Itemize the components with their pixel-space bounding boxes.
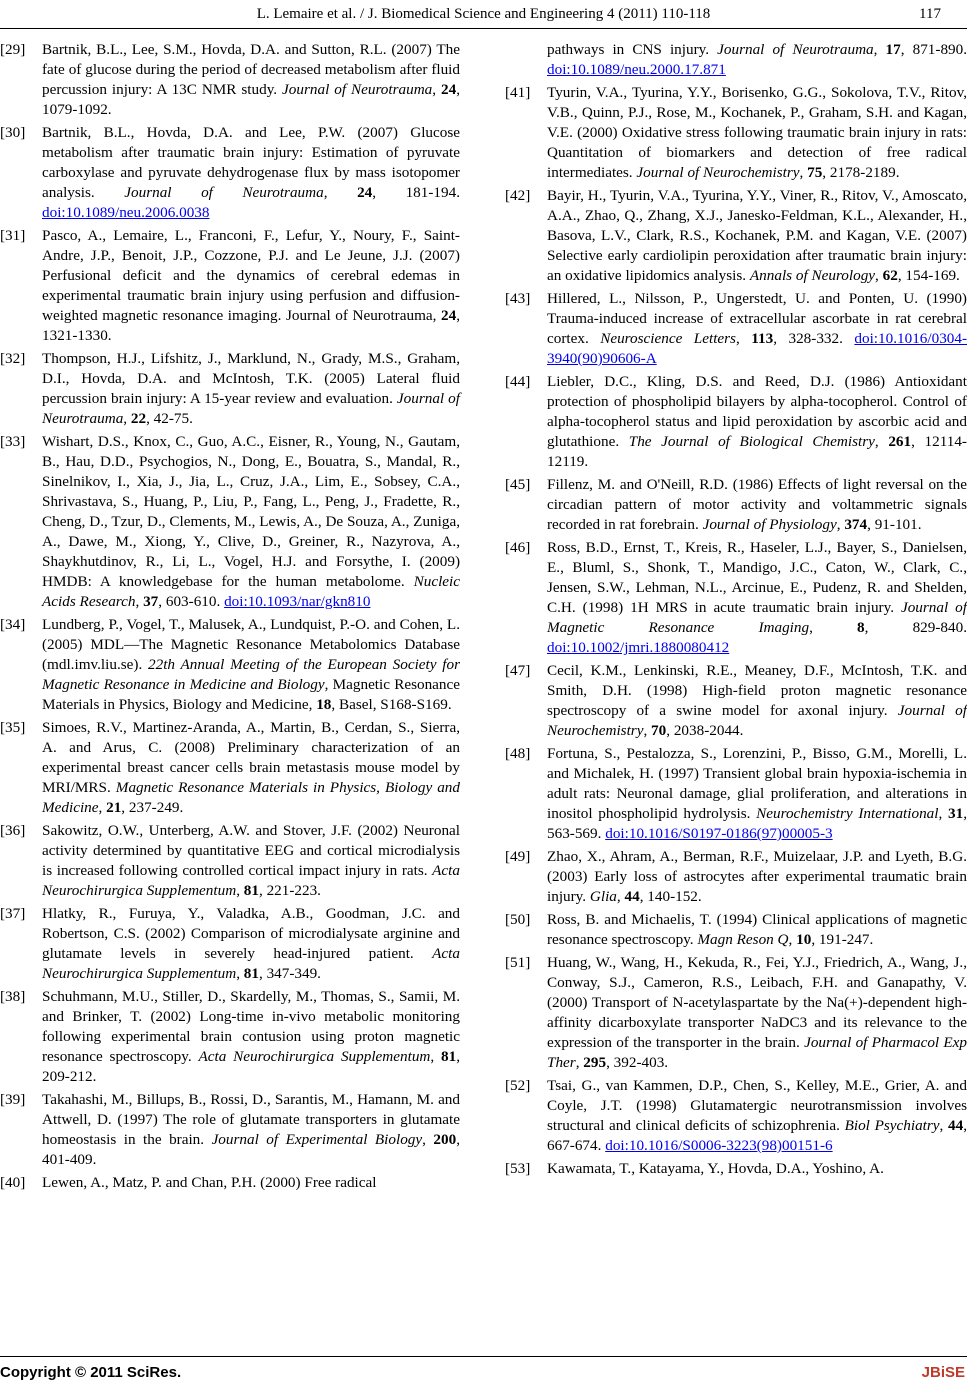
volume-number: 24 bbox=[441, 81, 457, 98]
journal-name: Journal of Neurochemistry bbox=[547, 702, 967, 739]
reference-entry bbox=[505, 289, 967, 369]
reference-entry bbox=[0, 40, 460, 120]
journal-name: Neuroscience Letters bbox=[600, 330, 736, 347]
reference-entry bbox=[505, 661, 967, 741]
page-range: , 328-332. bbox=[773, 330, 855, 347]
reference-separator: , bbox=[123, 410, 131, 427]
reference-number: [35] bbox=[0, 719, 26, 736]
reference-separator: , bbox=[422, 1131, 434, 1148]
reference-text bbox=[547, 539, 967, 656]
reference-number: [43] bbox=[505, 290, 531, 307]
reference-authors-title: Thompson, H.J., Lifshitz, J., Marklund, N., Grady, M.S., Graham, D.I., Hovda, D.A. and McIntosh, T.K. (2005) Lateral fluid percussion brain injury: A 15-year review and evaluation. bbox=[42, 350, 460, 407]
journal-name: Neurochemistry International bbox=[756, 805, 939, 822]
reference-text bbox=[42, 905, 460, 982]
reference-number: [46] bbox=[505, 539, 531, 556]
reference-entry bbox=[0, 349, 460, 429]
page-range: , 2178-2189. bbox=[822, 164, 900, 181]
reference-number: [45] bbox=[505, 476, 531, 493]
running-title: L. Lemaire et al. / J. Biomedical Science and Engineering 4 (2011) 110-118 bbox=[256, 6, 711, 22]
reference-separator: , bbox=[135, 593, 144, 610]
reference-entry bbox=[0, 1090, 460, 1170]
page-range: , 347-349. bbox=[258, 965, 321, 982]
journal-name: Magnetic Resonance Materials in Physics, Biology and Medicine bbox=[42, 779, 460, 816]
page-range: , 871-890. bbox=[900, 41, 967, 58]
volume-number: 10 bbox=[796, 931, 812, 948]
reference-separator: , bbox=[735, 330, 752, 347]
reference-entry bbox=[0, 904, 460, 984]
reference-number: [51] bbox=[505, 954, 531, 971]
reference-authors-title: Liebler, D.C., Kling, D.S. and Reed, D.J. (1986) Antioxidant protection of phospholipid bilayers by alpha-tocopherol. Control of alpha-tocopherol status and lipid peroxidation by ascorbic acid and glutathione. bbox=[547, 373, 967, 450]
reference-number: [49] bbox=[505, 848, 531, 865]
reference-separator: , bbox=[799, 164, 808, 181]
reference-authors-title: Fortuna, S., Pestalozza, S., Lorenzini, P., Bisso, G.M., Morelli, L. and Michalek, H. (1997) Transient global brain hypoxia-ischemia in adult rats: Neuronal damage, glial proliferation, and alterations in inositol phospholipid hydrolysis. bbox=[547, 745, 967, 822]
page-range: , 667-674. bbox=[547, 1117, 967, 1154]
page-range: , 392-403. bbox=[606, 1054, 669, 1071]
reference-entry bbox=[505, 372, 967, 472]
reference-text bbox=[42, 719, 460, 816]
header-rule bbox=[0, 28, 967, 29]
volume-number: 37 bbox=[143, 593, 159, 610]
page-range: , Basel, S168-S169. bbox=[331, 696, 452, 713]
reference-number: [48] bbox=[505, 745, 531, 762]
doi-link[interactable]: doi:10.1089/neu.2000.17.871 bbox=[547, 61, 726, 78]
journal-name: Journal of Neurochemistry bbox=[636, 164, 800, 181]
reference-separator: , bbox=[236, 965, 244, 982]
reference-number: [37] bbox=[0, 905, 26, 922]
reference-text bbox=[42, 822, 460, 899]
journal-name: Journal of Magnetic Resonance Imaging bbox=[547, 599, 967, 636]
page-footer bbox=[0, 1356, 967, 1386]
journal-name: Acta Neurochirurgica Supplementum bbox=[42, 945, 460, 982]
journal-name: Acta Neurochirurgica Supplementum bbox=[42, 862, 460, 899]
reference-text bbox=[547, 1077, 967, 1154]
reference-authors-title: Cecil, K.M., Lenkinski, R.E., Meaney, D.F., McIntosh, T.K. and Smith, D.H. (1998) High-field proton magnetic resonance spectroscopy of a swine model for axonal injury. bbox=[547, 662, 967, 719]
right-column bbox=[505, 40, 967, 1182]
page-range: , 191-247. bbox=[811, 931, 874, 948]
reference-authors-title: Fillenz, M. and O'Neill, R.D. (1986) Effects of light reversal on the circadian pattern of motor activity and voltammetric signals recorded in rat forebrain. bbox=[547, 476, 967, 533]
journal-name: 22th Annual Meeting of the European Society for Magnetic Resonance in Medicine and Biology bbox=[42, 656, 460, 693]
reference-text bbox=[42, 124, 460, 221]
reference-text bbox=[547, 373, 967, 470]
volume-number: 75 bbox=[807, 164, 823, 181]
reference-entry bbox=[505, 744, 967, 844]
volume-number: 8 bbox=[857, 619, 865, 636]
reference-number: [39] bbox=[0, 1091, 26, 1108]
doi-link[interactable]: doi:10.1093/nar/gkn810 bbox=[224, 593, 371, 610]
reference-entry bbox=[505, 1076, 967, 1156]
page-range: , 91-101. bbox=[867, 516, 922, 533]
reference-authors-title: Sakowitz, O.W., Unterberg, A.W. and Stover, J.F. (2002) Neuronal activity determined by quantitative EEG and cortical microdialysis is increased following controlled cortical impact injury in rats. bbox=[42, 822, 460, 879]
reference-authors-title: Bartnik, B.L., Lee, S.M., Hovda, D.A. and Sutton, R.L. (2007) The fate of glucose during the period of decreased metabolism after fluid percussion injury: A 13C NMR study. bbox=[42, 41, 460, 98]
reference-entry bbox=[505, 1159, 967, 1179]
journal-name: Glia bbox=[589, 888, 617, 905]
reference-number: [31] bbox=[0, 227, 26, 244]
reference-entry bbox=[505, 186, 967, 286]
journal-name: Journal of Physiology bbox=[702, 516, 837, 533]
page-range: , 154-169. bbox=[897, 267, 960, 284]
reference-authors-title: Pasco, A., Lemaire, L., Franconi, F., Lefur, Y., Noury, F., Saint-Andre, J.P., Benoit, J.P., Cozzone, P.J. and Le Jeune, J.J. (2007) Perfusional deficit and the dynamics of cerebral edemas in experimental traumatic brain injury using perfusion and diffusion-weighted magnetic resonance imaging. Journal of Neurotrauma, bbox=[42, 227, 460, 324]
volume-number: 44 bbox=[624, 888, 640, 905]
reference-authors-title: Zhao, X., Ahram, A., Berman, R.F., Muizelaar, J.P. and Lyeth, B.G. (2003) Early loss of astrocytes after experimental traumatic brain injury. bbox=[547, 848, 967, 905]
page-range: , 181-194. bbox=[372, 184, 461, 201]
reference-authors-title: Lundberg, P., Vogel, T., Malusek, A., Lundquist, P.-O. and Cohen, L. (2005) MDL—The Magnetic Resonance Metabolomics Database (mdl.imv.liu.se). bbox=[42, 616, 460, 673]
reference-text bbox=[547, 84, 967, 181]
journal-name: Journal of Experimental Biology bbox=[211, 1131, 423, 1148]
journal-name: Magn Reson Q bbox=[697, 931, 789, 948]
journal-name: Nucleic Acids Research bbox=[42, 573, 460, 610]
journal-name: The Journal of Biological Chemistry bbox=[628, 433, 875, 450]
volume-number: 70 bbox=[651, 722, 667, 739]
reference-authors-title: Takahashi, M., Billups, B., Rossi, D., Sarantis, M., Hamann, M. and Attwell, D. (1997) The role of glutamate transporters in glutamate homeostasis in the brain. bbox=[42, 1091, 460, 1148]
reference-text bbox=[547, 41, 967, 78]
reference-number: [44] bbox=[505, 373, 531, 390]
reference-text bbox=[547, 662, 967, 739]
reference-separator: , bbox=[939, 1117, 949, 1134]
reference-text bbox=[42, 227, 460, 344]
reference-separator: , bbox=[575, 1054, 584, 1071]
reference-authors-title: Bayir, H., Tyurin, V.A., Tyurina, Y.Y., Viner, R., Ritov, V., Amoscato, A.A., Zhao, Q., Zhang, X.J., Janesko-Feldman, K.L., Alexander, H., Basova, L.V., Clark, R.S., Kochanek, P.M. and Kagan, V.E. (2007) Selective early cardiolipin peroxidation after traumatic brain injury: an oxidative lipidomics analysis. bbox=[547, 187, 967, 284]
journal-name: Acta Neurochirurgica Supplementum bbox=[198, 1048, 431, 1065]
reference-number: [34] bbox=[0, 616, 26, 633]
page-range: , 12114-12119. bbox=[547, 433, 967, 470]
doi-link[interactable]: doi:10.1016/S0197-0186(97)00005-3 bbox=[605, 825, 833, 842]
reference-separator: , bbox=[236, 882, 244, 899]
reference-separator: , bbox=[98, 799, 107, 816]
reference-separator: , bbox=[788, 931, 797, 948]
reference-number: [47] bbox=[505, 662, 531, 679]
page-range: , 603-610. bbox=[158, 593, 225, 610]
page-range: , 829-840. bbox=[864, 619, 967, 636]
journal-name: Journal of Neurotrauma bbox=[124, 184, 324, 201]
reference-authors-title: Ross, B. and Michaelis, T. (1994) Clinical applications of magnetic resonance spectroscopy. bbox=[547, 911, 967, 948]
reference-authors-title: Lewen, A., Matz, P. and Chan, P.H. (2000) Free radical bbox=[42, 1174, 377, 1191]
volume-number: 44 bbox=[948, 1117, 964, 1134]
reference-authors-title: Simoes, R.V., Martinez-Aranda, A., Martin, B., Cerdan, S., Sierra, A. and Arus, C. (2008) Preliminary characterization of an experimental breast cancer cells brain metastasis mouse model by MRI/MRS. bbox=[42, 719, 460, 796]
reference-authors-title: pathways in CNS injury. bbox=[547, 41, 718, 58]
reference-text bbox=[42, 1174, 376, 1191]
reference-number: [40] bbox=[0, 1174, 26, 1191]
reference-text bbox=[547, 848, 967, 905]
page-range: , 563-569. bbox=[547, 805, 967, 842]
reference-authors-title: Bartnik, B.L., Hovda, D.A. and Lee, P.W. (2007) Glucose metabolism after traumatic brain injury: Estimation of pyruvate carboxylase and pyruvate dehydrogenase flux by mass isotopomer analysis. bbox=[42, 124, 460, 201]
reference-entry bbox=[505, 953, 967, 1073]
reference-text bbox=[42, 988, 460, 1085]
reference-authors-title: Hillered, L., Nilsson, P., Ungerstedt, U. and Ponten, U. (1990) Trauma-induced increase of extracellular ascorbate in rat cerebral cortex. bbox=[547, 290, 967, 347]
reference-number: [52] bbox=[505, 1077, 531, 1094]
page-range: , 1321-1330. bbox=[42, 307, 460, 344]
reference-separator: , bbox=[616, 888, 625, 905]
reference-authors-title: Huang, W., Wang, H., Kekuda, R., Fei, Y.J., Friedrich, A., Wang, J., Conway, S.J., Cameron, R.S., Leibach, F.H. and Ganapathy, V. (2000) Transport of N-acetylaspartate by the Na(+)-dependent high-affinity dicarboxylate transporter NaDC3 and its relevance to the expression of the transporter in the brain. bbox=[547, 954, 967, 1051]
volume-number: 31 bbox=[948, 805, 964, 822]
volume-number: 374 bbox=[844, 516, 868, 533]
reference-separator: , Magnetic Resonance Materials in Physics, Biology and Medicine, bbox=[42, 676, 460, 713]
reference-text bbox=[42, 433, 460, 610]
reference-text bbox=[547, 954, 967, 1071]
volume-number: 81 bbox=[243, 882, 259, 899]
journal-name: Journal of Neurotrauma bbox=[42, 390, 460, 427]
volume-number: 81 bbox=[441, 1048, 457, 1065]
journal-name: Annals of Neurology bbox=[749, 267, 876, 284]
reference-text bbox=[547, 1160, 884, 1177]
reference-entry bbox=[505, 83, 967, 183]
left-column bbox=[0, 40, 460, 1196]
volume-number: 22 bbox=[130, 410, 147, 427]
reference-separator: , bbox=[836, 516, 845, 533]
reference-entry bbox=[505, 475, 967, 535]
reference-authors-title: Wishart, D.S., Knox, C., Guo, A.C., Eisner, R., Young, N., Gautam, B., Hau, D.D., Psychogios, N., Dong, E., Bouatra, S., Mandal, R., Sinelnikov, I., Xia, J., Jia, L., Cruz, J.A., Lim, E., Sobsey, C.A., Shrivastava, S., Huang, P., Liu, P., Fang, L., Peng, J., Fradette, R., Cheng, D., Tzur, D., Clements, M., Lewis, A., De Souza, A., Zuniga, A., Dawe, M., Xiong, Y., Clive, D., Greiner, R., Nazyrova, A., Shaykhutdinov, R., Li, L., Vogel, H.J. and Forsythe, I. (2009) HMDB: A knowledgebase for the human metabolome. bbox=[42, 433, 460, 590]
reference-text bbox=[547, 476, 967, 533]
journal-name: Journal of Neurotrauma bbox=[282, 81, 433, 98]
reference-entry bbox=[0, 987, 460, 1087]
journal-brand: JBiSE bbox=[921, 1364, 965, 1381]
volume-number: 295 bbox=[583, 1054, 607, 1071]
reference-entry bbox=[0, 615, 460, 715]
reference-separator: , bbox=[432, 81, 442, 98]
reference-entry bbox=[0, 1173, 460, 1193]
page-range: , 401-409. bbox=[42, 1131, 460, 1168]
reference-entry bbox=[0, 821, 460, 901]
page-range: , 221-223. bbox=[258, 882, 321, 899]
journal-name: Biol Psychiatry bbox=[844, 1117, 940, 1134]
journal-name: Journal of Pharmacol Exp Ther bbox=[547, 1034, 967, 1071]
reference-number: [36] bbox=[0, 822, 26, 839]
reference-number: [33] bbox=[0, 433, 26, 450]
reference-separator: , bbox=[430, 1048, 442, 1065]
page-range: , 237-249. bbox=[121, 799, 184, 816]
page-range: , 1079-1092. bbox=[42, 81, 461, 118]
reference-separator: , bbox=[809, 619, 858, 636]
page-number: 117 bbox=[919, 6, 941, 22]
doi-link[interactable]: doi:10.1016/S0006-3223(98)00151-6 bbox=[605, 1137, 833, 1154]
reference-number: [38] bbox=[0, 988, 26, 1005]
reference-entry bbox=[0, 226, 460, 346]
reference-text bbox=[547, 187, 967, 284]
page-range: , 2038-2044. bbox=[666, 722, 744, 739]
doi-link[interactable]: doi:10.1089/neu.2006.0038 bbox=[42, 204, 210, 221]
reference-number: [29] bbox=[0, 41, 26, 58]
copyright: Copyright © 2011 SciRes. bbox=[0, 1364, 182, 1381]
page-range: , 140-152. bbox=[639, 888, 702, 905]
reference-separator: , bbox=[875, 267, 883, 284]
reference-text bbox=[547, 911, 967, 948]
reference-text bbox=[42, 41, 460, 118]
reference-text bbox=[547, 290, 967, 367]
doi-link[interactable]: doi:10.1002/jmri.1880080412 bbox=[547, 639, 730, 656]
reference-entry bbox=[505, 538, 967, 658]
reference-authors-title: Schuhmann, M.U., Stiller, D., Skardelly, M., Thomas, S., Samii, M. and Brinker, T. (2002) Long-time in-vivo metabolic monitoring following experimental brain contusion using proton magnetic resonance spectroscopy. bbox=[42, 988, 460, 1065]
volume-number: 113 bbox=[751, 330, 774, 347]
volume-number: 17 bbox=[885, 41, 901, 58]
volume-number: 200 bbox=[433, 1131, 457, 1148]
reference-text bbox=[547, 745, 967, 842]
reference-separator: , bbox=[874, 433, 889, 450]
reference-entry bbox=[0, 123, 460, 223]
reference-text bbox=[42, 616, 460, 713]
footer-rule bbox=[0, 1356, 967, 1357]
reference-separator: , bbox=[323, 184, 358, 201]
reference-number: [50] bbox=[505, 911, 531, 928]
reference-authors-title: Tsai, G., van Kammen, D.P., Chen, S., Kelley, M.E., Grier, A. and Coyle, J.T. (1998) Glutamatergic neurotransmission involves structural and clinical deficits of schizophrenia. bbox=[547, 1077, 967, 1134]
reference-separator: , bbox=[938, 805, 949, 822]
reference-number: [53] bbox=[505, 1160, 531, 1177]
doi-link[interactable]: doi:10.1016/0304-3940(90)90606-A bbox=[547, 330, 967, 367]
reference-entry bbox=[0, 432, 460, 612]
page-range: , 209-212. bbox=[42, 1048, 461, 1085]
reference-entry bbox=[0, 718, 460, 818]
reference-authors-title: Kawamata, T., Katayama, Y., Hovda, D.A., Yoshino, A. bbox=[547, 1160, 884, 1177]
reference-authors-title: Ross, B.D., Ernst, T., Kreis, R., Haseler, L.J., Bayer, S., Danielsen, E., Bluml, S., Shonk, T., Mandigo, J.C., Caton, W., Clark, C., Jensen, S.W., Lehman, N.L., Arcinue, E., Pudenz, R. and Shelden, C.H. (1998) 1H MRS in acute traumatic brain injury. bbox=[547, 539, 967, 616]
reference-separator: , bbox=[643, 722, 652, 739]
volume-number: 62 bbox=[882, 267, 898, 284]
reference-entry bbox=[505, 910, 967, 950]
reference-number: [42] bbox=[505, 187, 531, 204]
reference-number: [30] bbox=[0, 124, 26, 141]
page-range: , 42-75. bbox=[146, 410, 193, 427]
journal-name: Journal of Neurotrauma bbox=[717, 41, 874, 58]
volume-number: 24 bbox=[357, 184, 373, 201]
volume-number: 21 bbox=[106, 799, 122, 816]
reference-authors-title: Tyurin, V.A., Tyurina, Y.Y., Borisenko, G.G., Sokolova, T.V., Ritov, V.B., Quinn, P.J., Rose, M., Kochanek, P., Graham, S.H. and Kagan, V.E. (2000) Oxidative stress following traumatic brain injury in rats: Quantitation of biomarkers and detection of free radical intermediates. bbox=[547, 84, 967, 181]
volume-number: 24 bbox=[441, 307, 457, 324]
reference-entry bbox=[505, 847, 967, 907]
reference-authors-title: Hlatky, R., Furuya, Y., Valadka, A.B., Goodman, J.C. and Robertson, C.S. (2002) Comparison of microdialysate arginine and glutamate levels in severely head-injured patient. bbox=[42, 905, 460, 962]
reference-number: [41] bbox=[505, 84, 531, 101]
volume-number: 18 bbox=[316, 696, 332, 713]
reference-separator: , bbox=[873, 41, 886, 58]
page-header bbox=[0, 0, 967, 32]
volume-number: 261 bbox=[888, 433, 912, 450]
reference-entry bbox=[505, 40, 967, 80]
volume-number: 81 bbox=[243, 965, 259, 982]
reference-text bbox=[42, 350, 460, 427]
reference-text bbox=[42, 1091, 460, 1168]
reference-number: [32] bbox=[0, 350, 26, 367]
